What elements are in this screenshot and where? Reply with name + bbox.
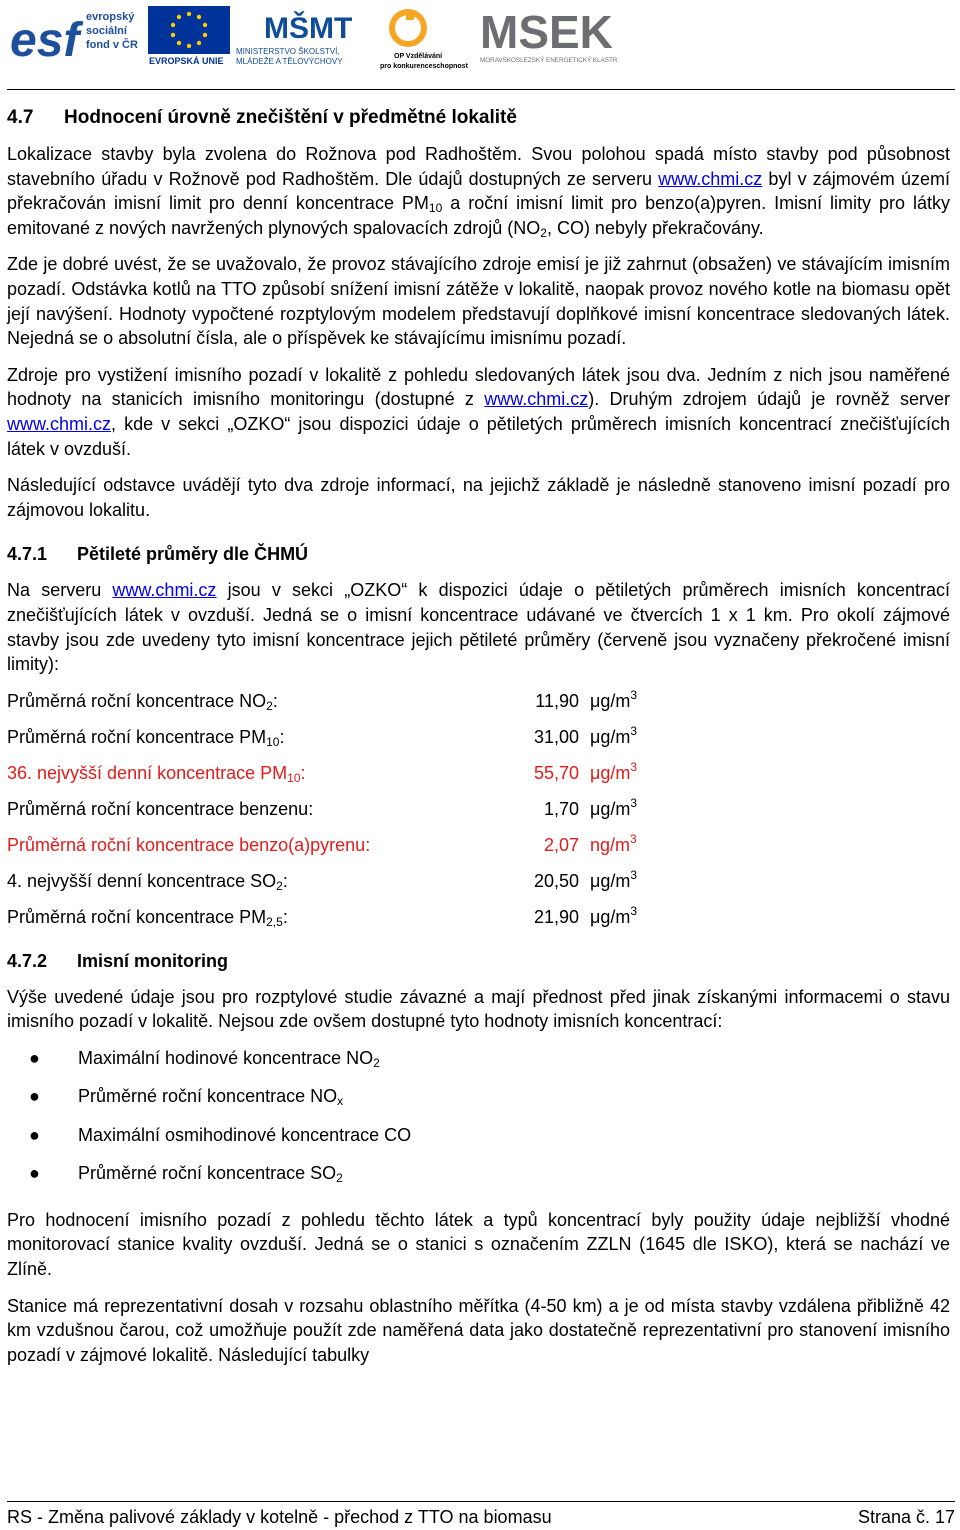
concentration-row xyxy=(7,833,950,869)
p1-sub-pm10: 10 xyxy=(428,201,443,216)
concentration-value: 21,90 xyxy=(533,906,579,927)
concentration-row xyxy=(7,797,950,833)
concentration-unit: $\mu g/m^3$ xyxy=(590,759,638,783)
section-number: 4.7 xyxy=(7,107,34,128)
concentration-row xyxy=(7,905,950,941)
concentration-unit: $\mu g/m^3$ xyxy=(590,687,638,711)
msek-mark: MSEK xyxy=(480,6,613,58)
paragraph-intro: Následující odstavce uvádějí tyto dva zdroje informací, na jejichž základě je následně stanoveno imisní pozadí pro zájmovou lokalitu. xyxy=(7,475,950,520)
bullet-icon: ● xyxy=(29,1047,40,1068)
concentration-label: 4. nejvyšší denní koncentrace $SO_2$: xyxy=(7,870,288,893)
document-body xyxy=(7,106,950,1379)
p5-text-a: Na serveru xyxy=(7,580,113,601)
concentration-row xyxy=(7,761,950,797)
subsection-number: 4.7.2 xyxy=(7,950,48,971)
paragraph-representativeness: Stanice má reprezentativní dosah v rozsahu oblastního měřítka (4-50 km) a je od místa stavby vzdálena přibližně 42 km vzdušnou čarou, což umožňuje použít zde naměřená data jako dostatečně reprezentativní pro stanovení imisního pozadí v zájmové lokalitě. Následující tabulky xyxy=(7,1295,950,1365)
msmt-mark: MŠMT xyxy=(264,12,353,45)
concentration-unit: $\mu g/m^3$ xyxy=(590,795,638,819)
op-line1: OP Vzdělávání xyxy=(394,53,443,60)
bullet-icon: ● xyxy=(29,1086,40,1107)
op-vk-logo xyxy=(380,4,470,72)
chmi-link[interactable]: www.chmi.cz xyxy=(484,389,589,410)
p1-text-b: byl v zájmovém území překračován imisní limit pro denní koncentrace PM xyxy=(7,168,950,214)
bullet-icon: ● xyxy=(29,1163,40,1184)
concentration-label: Průměrná roční koncentrace benzo(a)pyrenu: xyxy=(7,834,371,855)
list-item: ● Průměrné roční koncentrace $SO_2$ xyxy=(29,1163,343,1186)
concentration-row xyxy=(7,725,950,761)
concentration-value: 1,70 xyxy=(543,798,579,819)
bullet-list xyxy=(7,1046,950,1200)
subsection-heading xyxy=(7,949,950,973)
subsection-number: 4.7.1 xyxy=(7,544,48,565)
concentration-label: Průměrná roční koncentrace $PM_{2,5}$: xyxy=(7,906,288,929)
subsection-title: Imisní monitoring xyxy=(77,950,228,971)
msmt-logo xyxy=(236,4,372,66)
paragraph-location xyxy=(7,142,950,240)
p1-text-c: a roční imisní limit pro benzo(a)pyren. Imisní limity pro látky emitované z nových navržených plynových spalovacích zdrojů (NO xyxy=(7,193,950,238)
concentration-unit: $\mu g/m^3$ xyxy=(590,867,638,891)
list-item: ● Maximální osmihodinové koncentrace CO xyxy=(29,1124,412,1145)
section-title: Hodnocení úrovně znečištění v předmětné lokalitě xyxy=(64,107,517,128)
msmt-line2: MLÁDEŽE A TĚLOVÝCHOVY xyxy=(236,57,343,66)
page-number: Strana č. 17 xyxy=(857,1507,955,1527)
concentration-label: Průměrná roční koncentrace $NO_2$: xyxy=(7,690,278,713)
subsection-title: Pětileté průměry dle ČHMÚ xyxy=(77,544,309,565)
concentration-label: Průměrná roční koncentrace benzenu: xyxy=(7,798,314,819)
chmi-link[interactable]: www.chmi.cz xyxy=(658,168,763,189)
concentration-unit: $\mu g/m^3$ xyxy=(590,723,638,747)
list-item: ● Průměrné roční koncentrace $NO_x$ xyxy=(29,1086,344,1109)
concentration-value: 2,07 xyxy=(543,834,579,855)
concentration-value: 55,70 xyxy=(533,762,579,783)
logo-bar xyxy=(0,0,960,74)
esf-mark: esf xyxy=(10,14,80,66)
section-heading xyxy=(7,106,950,130)
concentration-list xyxy=(7,689,950,941)
header-rule xyxy=(7,89,955,90)
msek-logo xyxy=(478,4,648,66)
esf-line2: sociální xyxy=(86,25,127,37)
concentration-value: 31,00 xyxy=(533,726,579,747)
p1-sub-no2: 2 xyxy=(540,225,547,240)
esf-eu-logo xyxy=(8,4,233,66)
chmi-link[interactable]: www.chmi.cz xyxy=(112,580,217,601)
p3-text-c: , kde v sekci „OZKO“ jsou dispozici údaje o pětiletých průměrech imisních koncentrací znečišťujících látek v ovzduší. xyxy=(7,413,950,459)
esf-line3: fond v ČR xyxy=(86,39,138,51)
op-line2: pro konkurenceschopnost xyxy=(380,63,468,70)
chmi-link[interactable]: www.chmi.cz xyxy=(7,413,112,434)
p1-text-a: Lokalizace stavby byla zvolena do Rožnova pod Radhoštěm. Svou polohou spadá místo stavby pod působnost stavebního úřadu v Rožnově pod Radhoštěm. Dle údajů dostupných ze serveru xyxy=(7,144,950,189)
concentration-value: 20,50 xyxy=(533,870,579,891)
p3-text-b: ). Druhým zdrojem údajů je rovněž server xyxy=(588,389,950,410)
concentration-value: 11,90 xyxy=(535,690,579,711)
msmt-line1: MINISTERSTVO ŠKOLSTVÍ, xyxy=(236,47,340,56)
msek-line1: MORAVSKOSLEZSKÝ ENERGETICKÝ KLASTR xyxy=(480,57,618,64)
p1-text-d: , CO) nebyly překračovány. xyxy=(546,217,764,238)
esf-line1: evropský xyxy=(86,11,135,23)
concentration-label: Průměrná roční koncentrace $PM_{10}$: xyxy=(7,726,285,749)
paragraph-ozko xyxy=(7,578,950,676)
eu-label: EVROPSKÁ UNIE xyxy=(149,56,224,66)
p3-text-a: Zdroje pro vystižení imisního pozadí v lokalitě z pohledu sledovaných látek jsou dva. Jedním z nich jsou naměřené hodnoty na stanicích imisního monitoringu (dostupné z xyxy=(7,364,950,410)
subsection-heading xyxy=(7,542,950,566)
concentration-row xyxy=(7,689,950,725)
p5-text-b: jsou v sekci „OZKO“ k dispozici údaje o pětiletých průměrech imisních koncentrací znečišťujících látek v ovzduší. Jedná se o imisní koncentrace udávané ve čtvercích 1 x 1 km. Pro okolí zájmové stavby jsou zde uvedeny tyto imisní koncentrace jejich pětileté průměry (červeně jsou vyznačeny překročené imisní limity): xyxy=(7,580,950,675)
paragraph-sources xyxy=(7,363,950,461)
paragraph-station: Pro hodnocení imisního pozadí z pohledu těchto látek a typů koncentrací byly použity údaje nejbližší vhodné monitorovací stanice kvality ovzduší. Jedná se o stanici s označením ZZLN (1645 dle ISKO), která se nachází ve Zlíně. xyxy=(7,1209,950,1280)
list-item: ● Maximální hodinové koncentrace $NO_2$ xyxy=(29,1047,380,1070)
concentration-label: 36. nejvyšší denní koncentrace $PM_{10}$: xyxy=(7,762,306,785)
concentration-unit: $ng/m^3$ xyxy=(590,831,637,855)
footer-title: RS - Změna palivové základy v kotelně - přechod z TTO na biomasu xyxy=(7,1507,552,1527)
paragraph-background-note: Zde je dobré uvést, že se uvažovalo, že provoz stávajícího zdroje emisí je již zahrnut (obsažen) ve stávajícím imisním pozadí. Odstávka kotlů na TTO způsobí snížení imisní zátěže v lokalitě, naopak provoz nového kotle na biomasu opět její navýšení. Hodnoty vypočtené rozptylovým modelem představují doplňkové imisní koncentrace sledovaných látek. Nejedná se o absolutní čísla, ale o příspěvek ke stávajícímu imisnímu pozadí. xyxy=(7,254,950,349)
concentration-unit: $\mu g/m^3$ xyxy=(590,903,638,927)
footer-rule xyxy=(7,1501,955,1502)
concentration-row xyxy=(7,869,950,905)
bullet-icon: ● xyxy=(29,1124,40,1145)
paragraph-monitoring: Výše uvedené údaje jsou pro rozptylové studie závazné a mají přednost před jinak získanými informacemi o stavu imisního pozadí v lokalitě. Nejsou zde ovšem dostupné tyto hodnoty imisních koncentrací: xyxy=(7,986,950,1032)
